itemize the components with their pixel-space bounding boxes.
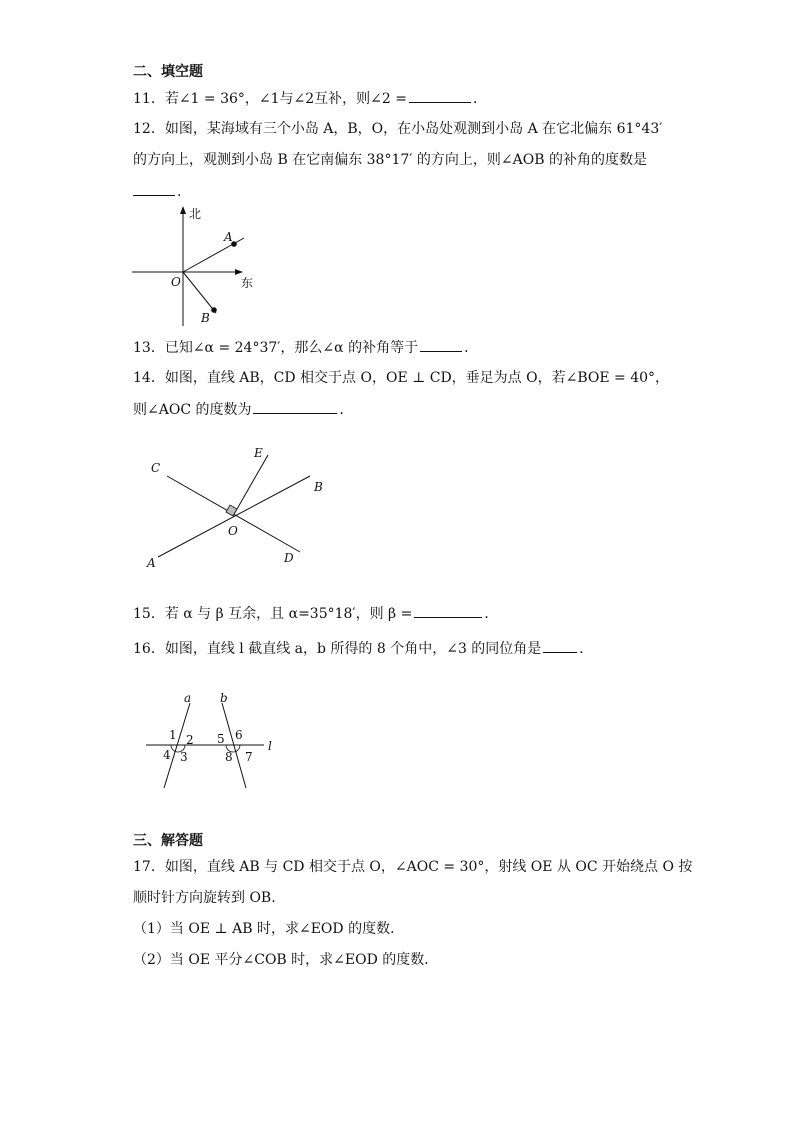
question-13-end: ． [464,340,479,356]
label-b: B [201,311,210,325]
label-east: 东 [241,276,254,290]
section-heading-answer: 三、解答题 [133,833,203,849]
question-13-text: 13．已知∠α = 24°37′，那么∠α 的补角等于 [133,340,419,356]
ray-ob [183,272,216,313]
question-15 [133,603,498,624]
label-e: E [254,446,263,460]
angle-label-3: 3 [180,750,188,764]
label-d: D [284,551,294,565]
question-17-part-1: （1）当 OE ⊥ AB 时，求∠EOD 的度数． [133,921,405,937]
question-11-text: 11．若∠1 = 36°，∠1与∠2互补，则∠2 = [133,91,407,107]
angle-label-5: 5 [217,732,225,746]
figure-transversal [140,688,290,793]
answer-blank-14[interactable] [253,399,337,414]
question-14-text: 则∠AOC 的度数为 [133,402,252,418]
question-12-line-1: 12．如图，某海域有三个小岛 A，B，O，在小岛处观测到小岛 A 在它北偏东 61°43′ [133,121,663,137]
label-line-l: l [268,739,272,753]
question-14-line-1: 14．如图，直线 AB，CD 相交于点 O，OE ⊥ CD，垂足为点 O，若∠BOE = 40°， [133,370,670,386]
north-arrow-icon [180,206,186,214]
question-14-line-2 [133,399,353,420]
angle-label-4: 4 [163,748,171,762]
question-17-line-1: 17．如图，直线 AB 与 CD 相交于点 O，∠AOC = 30°，射线 OE 从 OC 开始绕点 O 按 [133,859,693,875]
angle-label-6: 6 [235,728,243,742]
angle-label-8: 8 [225,750,233,764]
question-11 [133,88,487,109]
east-arrow-icon [235,269,243,275]
question-12-end: ． [177,184,191,200]
label-line-a: a [184,691,192,705]
angle-label-2: 2 [186,733,194,747]
question-14-end: ． [339,402,354,418]
answer-blank-16[interactable] [543,638,577,653]
question-16-text: 16．如图，直线 l 截直线 a，b 所得的 8 个角中，∠3 的同位角是 [133,641,542,657]
question-13 [133,337,478,358]
question-16-end: ． [579,641,594,657]
answer-blank-11[interactable] [409,88,471,103]
question-17-part-2: （2）当 OE 平分∠COB 时，求∠EOD 的度数． [133,952,439,968]
section-heading-fill-blank: 二、填空题 [133,64,203,80]
figure-compass [125,200,265,330]
question-17-line-2: 顺时针方向旋转到 OB. [133,890,276,906]
point-b [211,307,217,313]
answer-blank-12[interactable] [133,181,175,196]
answer-blank-15[interactable] [414,603,482,618]
label-a: A [147,556,156,570]
question-16 [133,638,593,659]
label-a: A [224,230,233,244]
question-15-end: ． [484,606,499,622]
label-c: C [151,461,161,475]
question-12-line-2: 的方向上，观测到小岛 B 在它南偏东 38°17′ 的方向上，则∠AOB 的补角的度数是 [133,152,647,168]
right-angle-mark [226,505,237,516]
question-11-end: ． [473,91,487,107]
angle-label-1: 1 [169,728,177,742]
question-12-line-3 [133,181,191,202]
label-line-b: b [220,691,228,705]
answer-blank-13[interactable] [420,337,462,352]
question-15-text: 15．若 α 与 β 互余，且 α=35°18′，则 β = [133,606,413,622]
figure-intersecting-lines [140,440,340,575]
angle-label-7: 7 [245,750,253,764]
label-b: B [314,480,323,494]
label-o: O [171,275,181,289]
label-o: O [228,524,238,538]
label-north: 北 [189,207,202,221]
ray-oe [233,455,268,516]
